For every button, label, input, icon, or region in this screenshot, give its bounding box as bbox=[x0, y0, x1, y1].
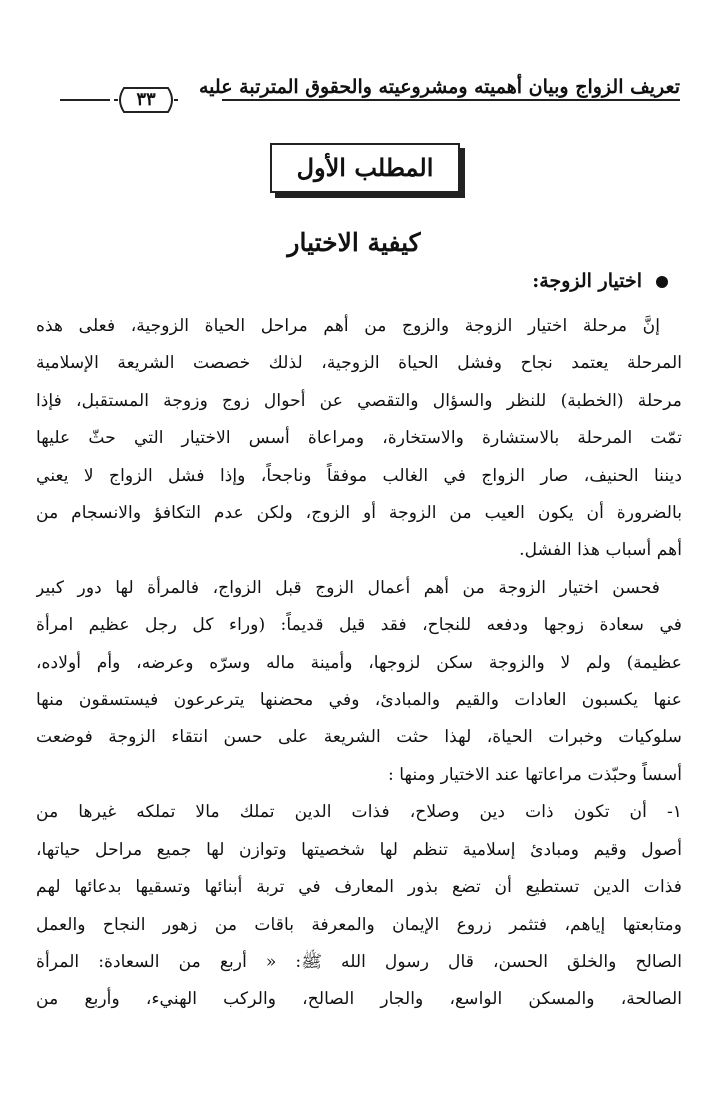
body-line: تمّت المرحلة بالاستشارة والاستخارة، ومراعاة أسس الاختيار التي حثّ عليها bbox=[36, 428, 682, 449]
body-line: أصول وقيم ومبادئ إسلامية تنظم لها شخصيتها وتوازن لها جميع مراحل حياتها، bbox=[36, 839, 682, 860]
body-line: مرحلة (الخطبة) للنظر والسؤال والتقصي عن أحوال زوج وزوجة المستقبل، فإذا bbox=[36, 390, 682, 411]
body-line: فحسن اختيار الزوجة من أهم أعمال الزوج قبل الزواج، فالمرأة لها دور كبير bbox=[36, 577, 660, 598]
body-line: في سعادة زوجها ودفعه للنجاح، فقد قيل قديماً: (وراء كل رجل عظيم امرأة bbox=[36, 615, 682, 636]
body-line: بالضرورة أن يكون العيب من الزوجة أو الزوج، ولكن عدم التكافؤ والانسجام من bbox=[36, 503, 682, 524]
bullet-heading-row bbox=[532, 270, 668, 292]
subheading: كيفية الاختيار bbox=[287, 228, 421, 257]
running-header bbox=[60, 72, 680, 112]
body-line: الصالح والخلق الحسن، قال رسول الله ﷺ: « أربع من السعادة: المرأة bbox=[36, 951, 682, 972]
body-line: إنَّ مرحلة اختيار الزوجة والزوج من أهم مراحل الحياة الزوجية، فعلى هذه bbox=[36, 316, 660, 336]
body-line: ديننا الحنيف، صار الزواج في الغالب موفقاً وناجحاً، وإذا فشل الزواج لا يعني bbox=[36, 465, 682, 486]
page-number-badge bbox=[114, 86, 178, 114]
section-title-box bbox=[270, 143, 460, 193]
body-line: سلوكيات وخبرات الحياة، لهذا حثت الشريعة على حسن انتقاء الزوجة فوضعت bbox=[36, 727, 682, 748]
body-line: فذات الدين تستطيع أن تضع بذور المعارف في تربة أبنائها وتسقيها بدعائها لهم bbox=[36, 877, 682, 898]
bullet-icon bbox=[656, 276, 668, 288]
body-line: المرحلة يعتمد نجاح وفشل الحياة الزوجية، لذلك خصصت الشريعة الإسلامية bbox=[36, 353, 682, 374]
header-rule bbox=[222, 99, 680, 101]
bullet-heading: اختيار الزوجة: bbox=[532, 270, 642, 292]
running-title: تعريف الزواج وبيان أهميته ومشروعيته والحقوق المترتبة عليه bbox=[199, 76, 680, 98]
body-line: عنها يكسبون العادات والقيم والمبادئ، وفي محضنها يترعرعون فيستسقون منها bbox=[36, 690, 682, 711]
body-text bbox=[36, 308, 682, 1019]
page-number: ٣٣ bbox=[136, 89, 156, 110]
body-line: أسساً وحبّذت مراعاتها عند الاختيار ومنها : bbox=[388, 764, 682, 785]
body-line: ١- أن تكون ذات دين وصلاح، فذات الدين تملك مالا تملكه غيرها من bbox=[36, 802, 682, 823]
section-title: المطلب الأول bbox=[296, 153, 434, 182]
body-line: أهم أسباب هذا الفشل. bbox=[519, 540, 682, 561]
body-line: عظيمة) ولم لا والزوجة سكن لزوجها، وأمينة ماله وسرّه وعرضه، وأم أولاده، bbox=[36, 652, 682, 673]
header-rule-left bbox=[60, 99, 110, 101]
body-line: الصالحة، والمسكن الواسع، والجار الصالح، والركب الهنيء، وأربع من bbox=[36, 989, 682, 1010]
body-line: ومتابعتها إياهم، فتثمر زروع الإيمان والمعرفة باقات من زهور النجاح والعمل bbox=[36, 914, 682, 935]
